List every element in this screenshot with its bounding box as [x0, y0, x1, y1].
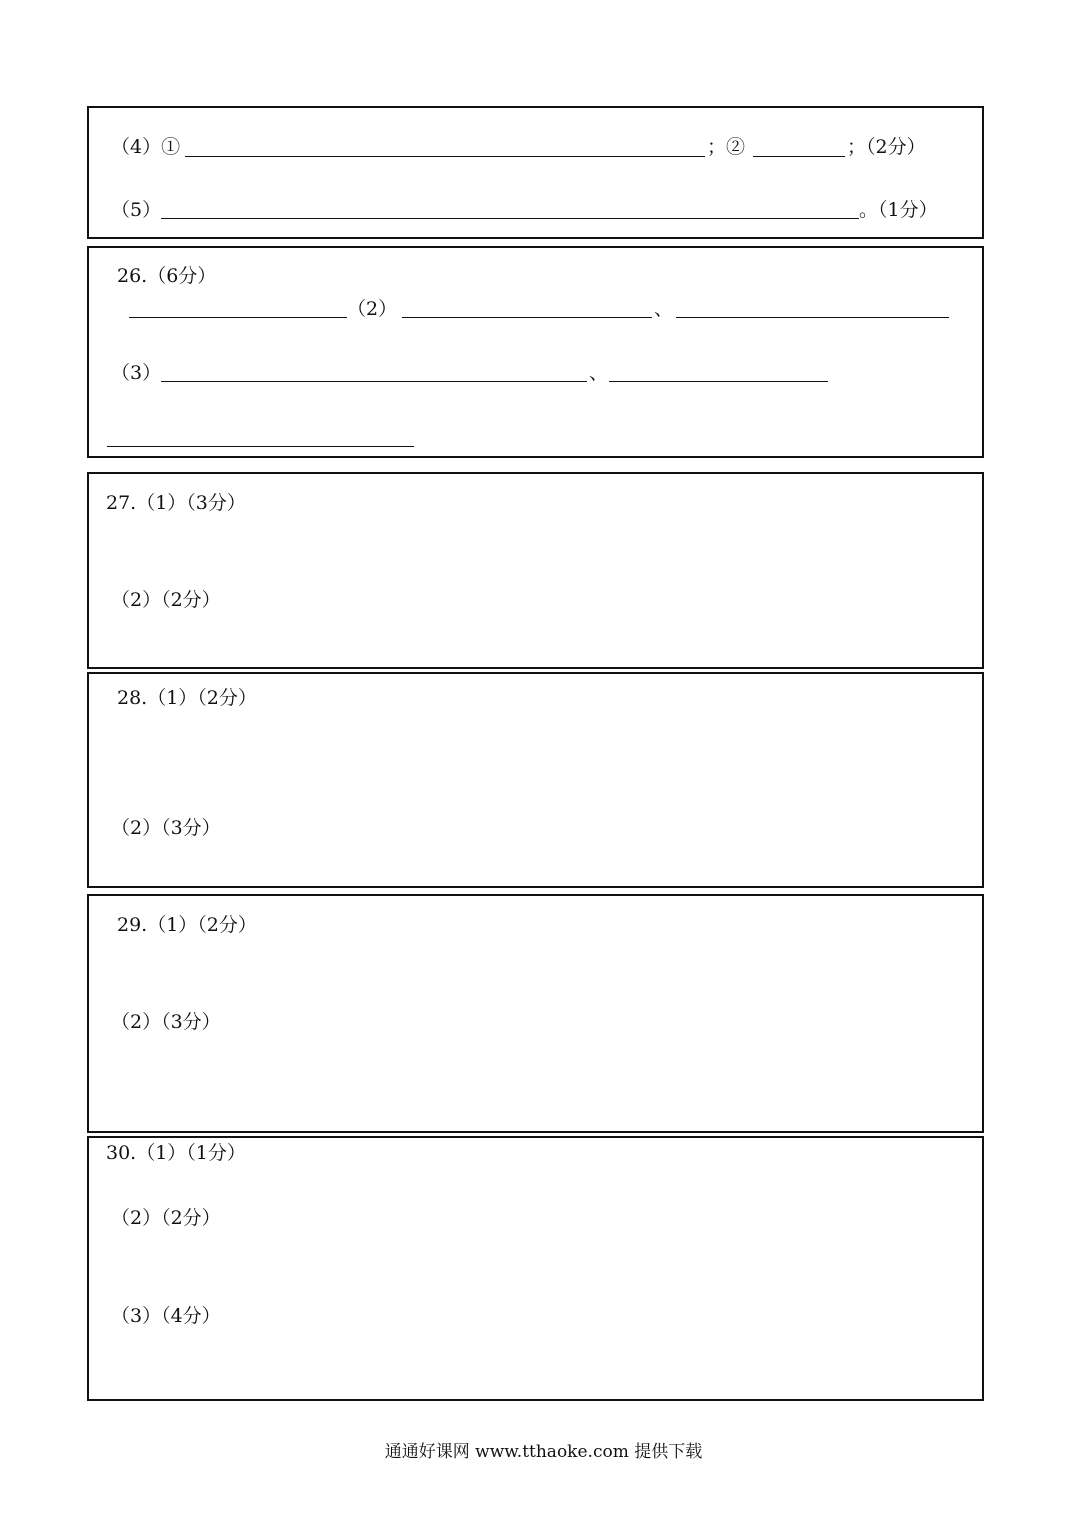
question-28-title: 28.（1）（2分） — [117, 687, 257, 709]
question-29-title: 29.（1）（2分） — [117, 914, 257, 936]
question-30-part-3: （3）（4分） — [111, 1305, 221, 1327]
q26-blank-3[interactable] — [676, 317, 949, 318]
answer-box-30 — [87, 1136, 984, 1401]
question-29-part-2: （2）（3分） — [111, 1011, 221, 1033]
item-5-score: 。（1分） — [859, 199, 938, 221]
q26-blank-2[interactable] — [402, 317, 652, 318]
question-28-part-2: （2）（3分） — [111, 817, 221, 839]
q26-part-3-label: （3） — [111, 362, 162, 384]
q26-blank-4[interactable] — [161, 381, 587, 382]
question-27-title: 27.（1）（3分） — [106, 492, 246, 514]
answer-box-26 — [87, 246, 984, 458]
answer-box-28 — [87, 672, 984, 888]
q26-separator-b: 、 — [589, 362, 609, 384]
question-30-part-2: （2）（2分） — [111, 1207, 221, 1229]
q26-blank-1[interactable] — [129, 317, 347, 318]
answer-box-29 — [87, 894, 984, 1133]
item-5-blank[interactable] — [161, 218, 859, 219]
page-footer: 通通好课网 www.tthaoke.com 提供下载 — [384, 1442, 703, 1462]
answer-box-24-25 — [87, 106, 984, 239]
item-5-label: （5） — [111, 199, 162, 221]
item-4-blank-2[interactable] — [753, 156, 845, 157]
question-27-part-2: （2）（2分） — [111, 589, 221, 611]
item-4-label: （4）① — [111, 136, 181, 158]
item-4-score: ；（2分） — [847, 136, 926, 158]
q26-blank-6[interactable] — [107, 446, 414, 447]
q26-separator-a: 、 — [654, 298, 674, 320]
item-4-separator: ；② — [707, 136, 746, 158]
q26-blank-5[interactable] — [609, 381, 828, 382]
question-30-title: 30.（1）（1分） — [106, 1142, 246, 1164]
item-4-blank-1[interactable] — [185, 156, 705, 157]
q26-part-2-label: （2） — [347, 298, 398, 320]
question-26-title: 26.（6分） — [117, 265, 217, 287]
answer-box-27 — [87, 472, 984, 669]
